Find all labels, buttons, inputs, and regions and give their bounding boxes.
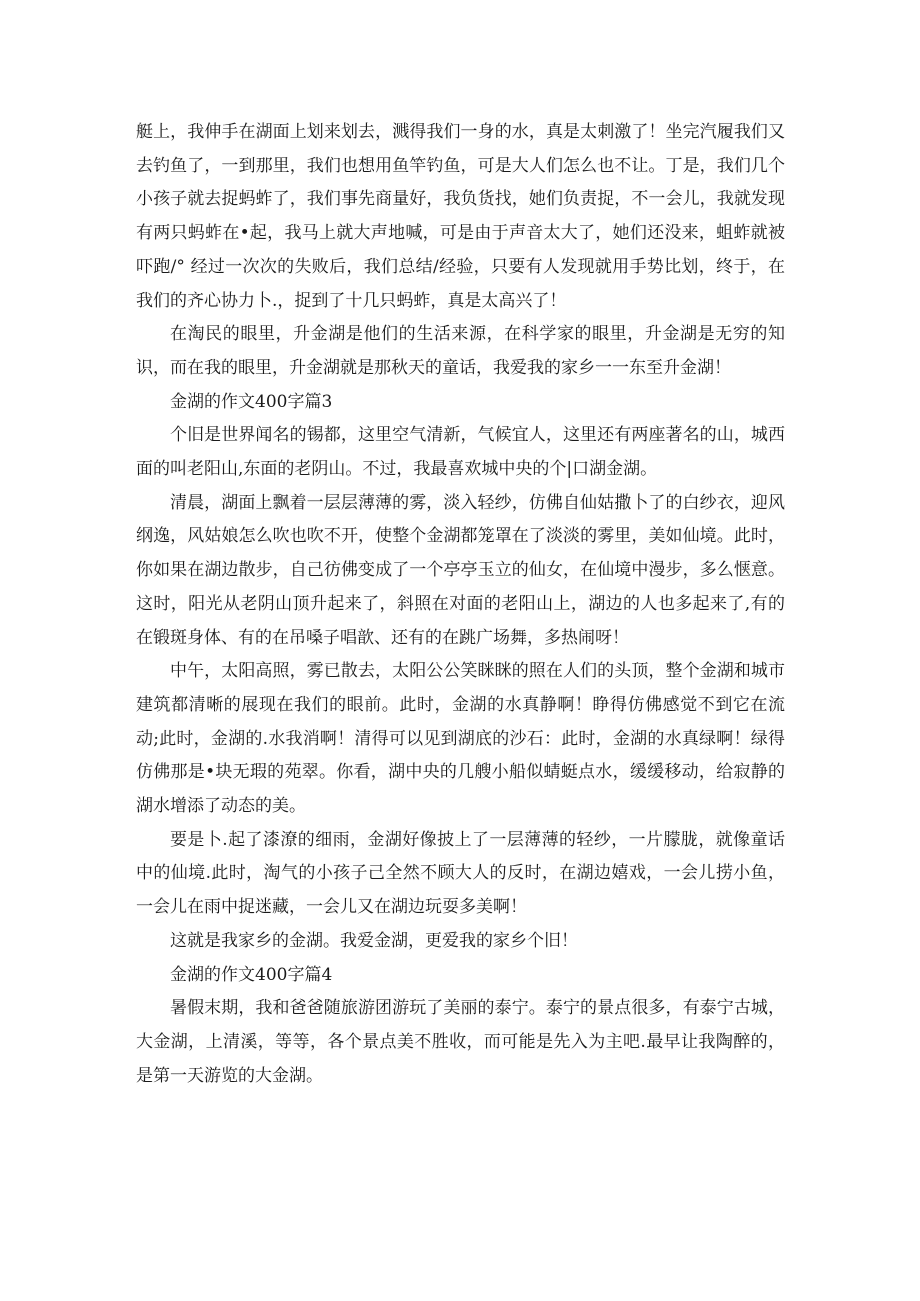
paragraph: 中午，太阳高照，雾已散去，太阳公公笑眯眯的照在人们的头顶，整个金湖和城市建筑都清晰的展现在我们的眼前。此时，金湖的水真静啊！睁得仿佛感觉不到它在流动;此时，金湖的.水我消啊！清得可以见到湖底的沙石：此时，金湖的水真绿啊！绿得仿佛那是•块无瑕的苑翠。你看，湖中央的几艘小船似蜻蜓点水，缓缓移动，给寂静的湖水增添了动态的美。: [136, 661, 785, 817]
paragraph: 艇上，我伸手在湖面上划来划去，溅得我们一身的水，真是太刺激了！坐完汽履我们又去钓鱼了，一到那里，我们也想用鱼竿钓鱼，可是大人们怎么也不让。丁是，我们几个小孩子就去捉蚂蚱了，我们事先商量好，我负货找，她们负责捉，不一会儿，我就发现有两只蚂蚱在•起，我马上就大声地喊，可是由于声音太大了，她们还没来，蛆蚱就被吓跑/° 经过一次次的失败后，我们总结/经验，只要有人发现就用手势比划，终于，在我们的齐心协力卜.，捉到了十几只蚂蚱，真是太高兴了！: [136, 122, 785, 311]
paragraph: 暑假末期，我和爸爸随旅游团游玩了美丽的泰宁。泰宁的景点很多，有泰宁古城，大金湖，上清溪，等等，各个景点美不胜收，而可能是先入为主吧.最早让我陶醉的，是第一天游览的大金湖。: [136, 998, 785, 1086]
paragraph: 个旧是世界闻名的锡都，这里空气清新，气候宜人，这里还有两座著名的山，城西面的叫老阳山,东面的老阴山。不过，我最喜欢城中央的个|口湖金湖。: [136, 425, 785, 480]
section-heading: 金湖的作文400字篇4: [170, 964, 333, 985]
paragraph: 这就是我家乡的金湖。我爱金湖，更爱我的家乡个旧！: [170, 930, 578, 951]
paragraph: 在淘民的眼里，升金湖是他们的生活来源，在科学家的眼里，升金湖是无穷的知识，而在我的眼里，升金湖就是那秋天的童话，我爱我的家乡一一东至升金湖！: [136, 324, 785, 378]
paragraph: 要是卜.起了漆潦的细雨，金湖好像披上了一层薄薄的轻纱，一片朦胧，就像童话中的仙境.此时，淘气的小孩子己全然不顾大人的反时，在湖边嬉戏，一会儿捞小鱼，一会儿在雨中捉迷藏，一会儿又在湖边玩耍多美啊！: [136, 829, 785, 918]
paragraph: 清晨，湖面上飘着一层层薄薄的雾，淡入轻纱，仿佛自仙姑撒卜了的白纱衣，迎风纲逸，风姑娘怎么吹也吹不开，使整个金湖都笼罩在了淡淡的雾里，美如仙境。此时，你如果在湖边散步，自己彷佛变成了一个亭亭玉立的仙女，在仙境中漫步，多么惬意。这时，阳光从老阴山顶升起来了，斜照在对面的老阳山上，湖边的人也多起来了,有的在锻斑身体、有的在吊嗓子唱歆、还有的在跳广场舞，多热闹呀！: [136, 492, 785, 648]
section-heading: 金湖的作文400字篇3: [170, 391, 333, 412]
